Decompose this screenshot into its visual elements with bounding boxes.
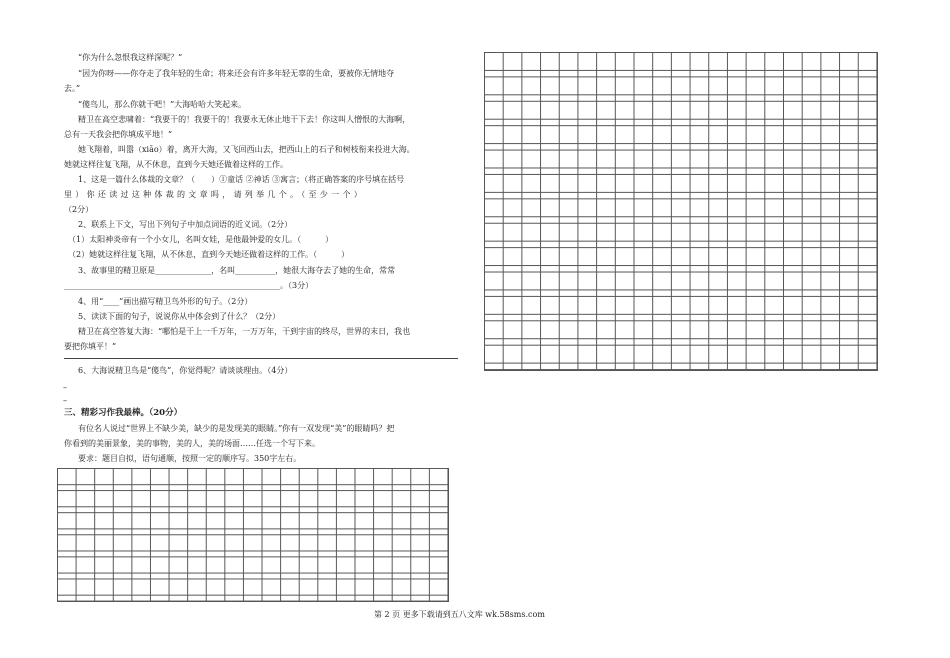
question-1: 1、这是一篇什么体裁的文章？（ ）①童话 ②神话 ③寓言；（将正确答案的序号填在括号 xyxy=(78,175,405,184)
passage-line-2: “因为你呀——你夺走了我年轻的生命；将来还会有许多年轻无辜的生命，要被你无情地夺 xyxy=(78,69,395,78)
question-2: 2、联系上下文，写出下列句子中加点词语的近义词。（2分） xyxy=(78,220,293,229)
question-2-item-1: （1）太阳神炎帝有一个小女儿，名叫女娃，是他最钟爱的女儿。（ ） xyxy=(68,235,334,244)
composition-grid-left[interactable] xyxy=(57,468,449,602)
question-1-score: （2分） xyxy=(64,205,94,214)
passage-line-8: 她就这样往复飞翔，从不休息，直到今天她还做着这样的工作。 xyxy=(64,160,288,169)
section-3-prompt: 有位名人说过“世界上不缺少美，缺少的是发现美的眼睛。”你有一双发现“美”的眼睛吗？把 xyxy=(78,424,395,433)
passage-line-1: “你为什么忽恨我这样深呢？” xyxy=(78,53,183,62)
passage-line-7: 她飞翔着，叫嚣（xiāo）着，离开大海，又飞回西山去，把西山上的石子和树枝衔来投进大海。 xyxy=(78,145,415,154)
section-3-prompt-line-2: 你看到的美丽景象，美的事物，美的人，美的场面……任选一个写下来。 xyxy=(64,439,320,448)
answer-line xyxy=(64,358,458,359)
question-5: 5、读读下面的句子，说说你从中体会到了什么？（2分） xyxy=(78,312,281,321)
question-4: 4、用“____”画出描写精卫鸟外形的句子。（2分） xyxy=(78,297,253,306)
question-6: 6、大海说精卫鸟是“傻鸟”，你觉得呢？请谈谈理由。（4分） xyxy=(78,366,293,375)
passage-line-3: 去。” xyxy=(64,84,81,93)
question-5-quote: 精卫在高空答复大海：“哪怕是干上一千万年，一万万年，干到宇宙的终尽，世界的末日，我也 xyxy=(78,327,411,336)
passage-line-5: 精卫在高空悲啸着：“我要干的！我要干的！我要永无休止地干下去！你这叫人憎恨的大海啊， xyxy=(78,115,411,124)
passage-line-4: “傻鸟儿，那么你就干吧！”大海哈哈大笑起来。 xyxy=(78,100,247,109)
page-footer: 第 2 页 更多下载请到五八文库 wk.58sms.com xyxy=(374,610,545,619)
section-3-requirements: 要求：题目自拟，语句通顺，按照一定的顺序写。350字左右。 xyxy=(78,454,302,463)
question-3: 3、故事里的精卫原是______________，名叫__________，她很大海夺去了她的生命，常常 xyxy=(78,266,396,275)
passage-line-6: 总有一天我会把你填成平地！” xyxy=(64,130,173,139)
section-3-heading: 三、精彩习作我最棒。（20分） xyxy=(64,408,183,418)
question-2-item-2: （2）她就这样往复飞翔，从不休息，直到今天她还做着这样的工作。（ ） xyxy=(68,250,350,259)
question-3-line-2: ______________________________________________________。（3分） xyxy=(64,281,314,290)
blank-mark: – xyxy=(63,396,67,405)
question-5-quote-line-2: 要把你填平！” xyxy=(64,342,117,351)
composition-grid-right[interactable] xyxy=(484,52,878,371)
question-1-line-2: 里）你还读过这种体裁的文章吗，请列举几个。（至少一个） xyxy=(64,190,366,199)
blank-mark: – xyxy=(63,383,67,392)
